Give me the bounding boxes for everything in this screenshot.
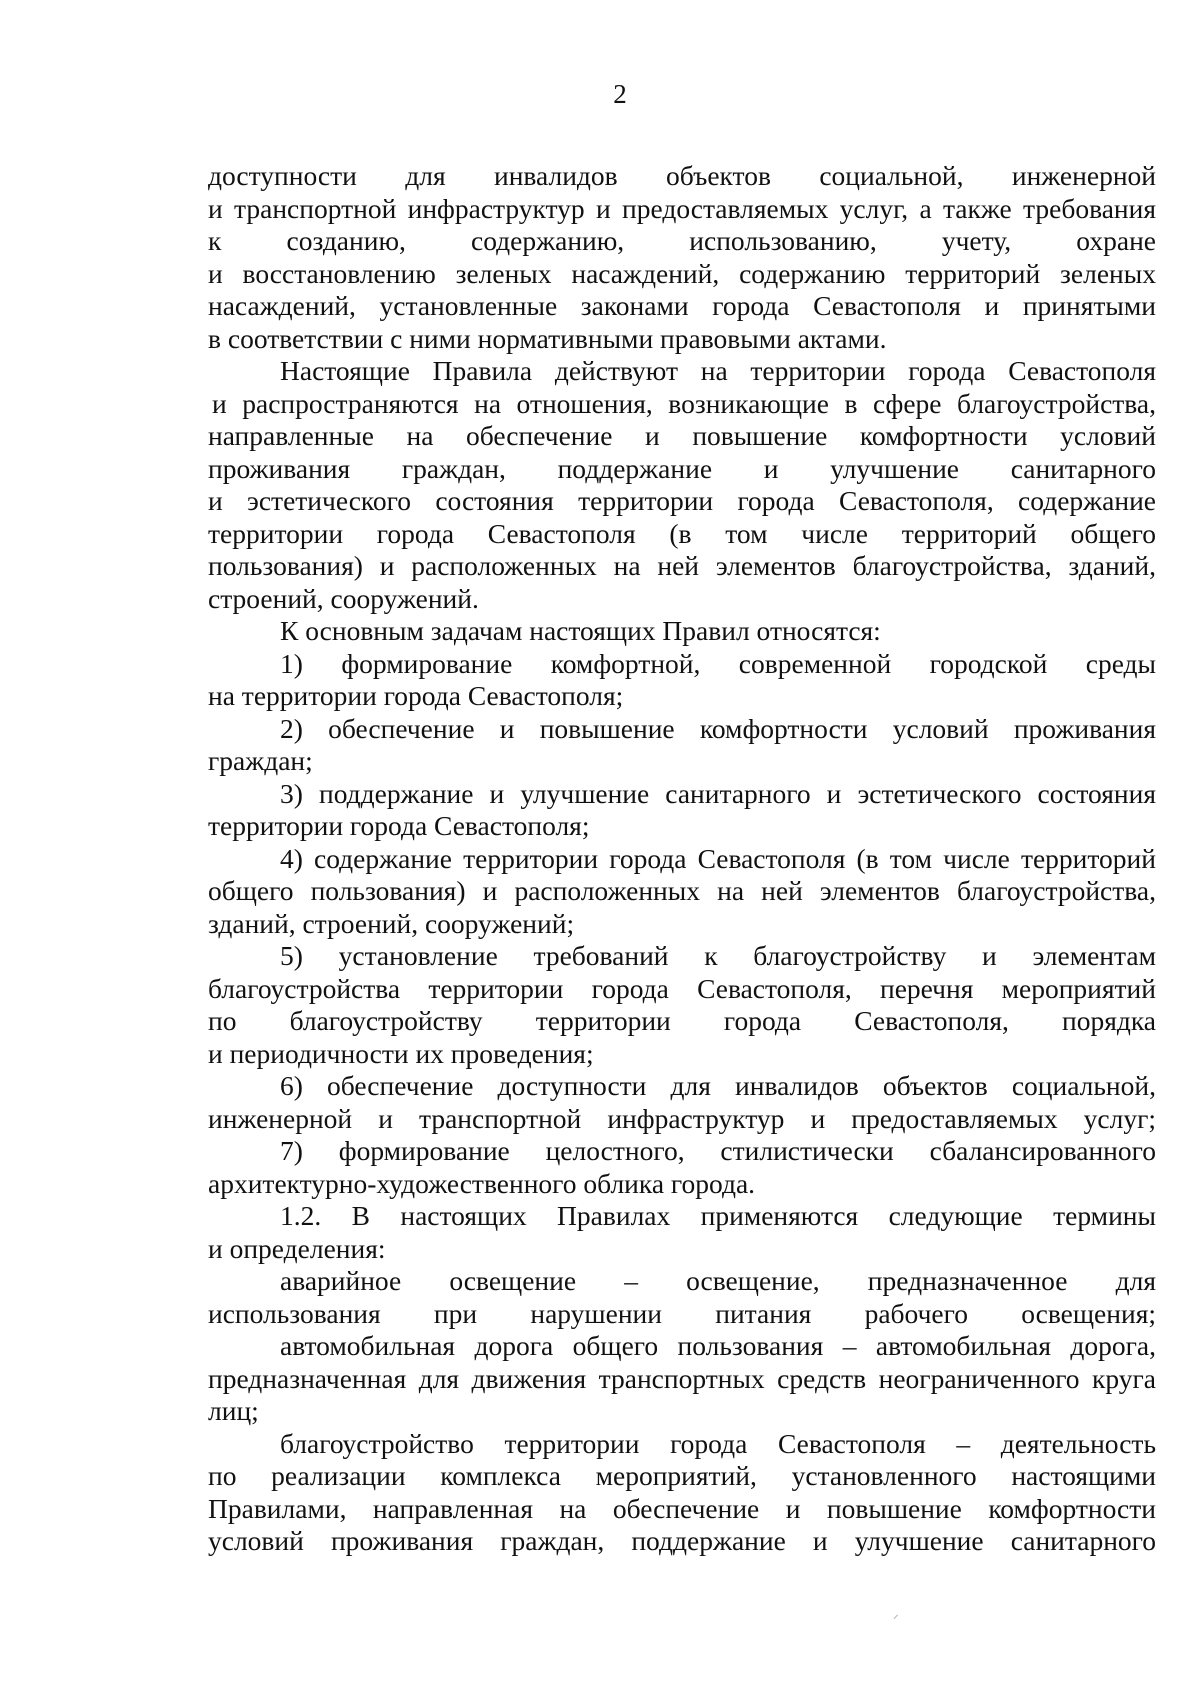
text-line: к созданию, содержанию, использованию, учету, охране (208, 225, 1156, 256)
text-line: 7) формирование целостного, стилистически сбалансированного (280, 1135, 1156, 1166)
scan-speck: ⸝ (893, 1608, 899, 1621)
text-line: по благоустройству территории города Севастополя, порядка (208, 1005, 1156, 1036)
text-line: предназначенная для движения транспортных средств неограниченного круга (208, 1362, 1156, 1394)
text-line: аварийное освещение – освещение, предназначенное для (280, 1265, 1156, 1296)
text-line: архитектурно-художественного облика города. (208, 1167, 756, 1199)
text-line: 6) обеспечение доступности для инвалидов объектов социальной, (280, 1070, 1156, 1101)
text-line: благоустройства территории города Севастополя, перечня мероприятий (208, 972, 1156, 1004)
text-line: 5) установление требований к благоустройству и элементам (280, 940, 1156, 971)
text-line: 2) обеспечение и повышение комфортности условий проживания (280, 712, 1156, 744)
text-line: 3) поддержание и улучшение санитарного и эстетического состояния (280, 777, 1156, 809)
text-line: территории города Севастополя; (208, 810, 590, 841)
text-line: территории города Севастополя (в том числе территорий общего (208, 517, 1156, 549)
text-line: автомобильная дорога общего пользования – автомобильная дорога, (280, 1330, 1156, 1361)
text-line: зданий, строений, сооружений; (208, 907, 575, 939)
text-line: 1.2. В настоящих Правилах применяются следующие термины (280, 1200, 1156, 1231)
text-line: Правилами, направленная на обеспечение и повышение комфортности (208, 1492, 1156, 1524)
text-line: благоустройство территории города Севастополя – деятельность (280, 1427, 1156, 1459)
text-line: использования при нарушении питания рабочего освещения; (208, 1297, 1156, 1329)
text-line: доступности для инвалидов объектов социальной, инженерной (208, 160, 1156, 191)
text-line: и распространяются на отношения, возникающие в сфере благоустройства, (212, 387, 1156, 419)
text-line: Настоящие Правила действуют на территории города Севастополя (280, 355, 1156, 386)
text-line: лиц; (208, 1395, 259, 1426)
text-line: К основным задачам настоящих Правил относятся: (280, 615, 881, 646)
text-line: и восстановлению зеленых насаждений, содержанию территорий зеленых (208, 257, 1156, 289)
text-line: направленные на обеспечение и повышение комфортности условий (208, 420, 1156, 451)
text-line: и эстетического состояния территории города Севастополя, содержание (208, 485, 1156, 516)
page-number: 2 (613, 79, 627, 109)
text-line: инженерной и транспортной инфраструктур и предоставляемых услуг; (208, 1102, 1156, 1134)
text-line: условий проживания граждан, поддержание и улучшение санитарного (208, 1525, 1156, 1556)
body-text (208, 160, 1156, 1558)
text-line: пользования) и расположенных на ней элементов благоустройства, зданий, (208, 550, 1156, 581)
text-line: в соответствии с ними нормативными правовыми актами. (208, 322, 887, 354)
text-line: на территории города Севастополя; (208, 680, 624, 711)
text-line: насаждений, установленные законами города Севастополя и принятыми (208, 290, 1156, 321)
text-line: граждан; (208, 745, 313, 776)
text-line: проживания граждан, поддержание и улучшение санитарного (208, 452, 1156, 484)
text-line: по реализации комплекса мероприятий, установленного настоящими (208, 1460, 1156, 1491)
text-line: 1) формирование комфортной, современной городской среды (280, 647, 1156, 679)
text-line: и определения: (208, 1232, 386, 1264)
text-line: 4) содержание территории города Севастополя (в том числе территорий (280, 842, 1156, 874)
text-line: и транспортной инфраструктур и предоставляемых услуг, а также требования (208, 192, 1156, 224)
text-line: строений, сооружений. (208, 582, 479, 614)
text-line: и периодичности их проведения; (208, 1037, 594, 1069)
text-line: общего пользования) и расположенных на ней элементов благоустройства, (208, 875, 1156, 906)
